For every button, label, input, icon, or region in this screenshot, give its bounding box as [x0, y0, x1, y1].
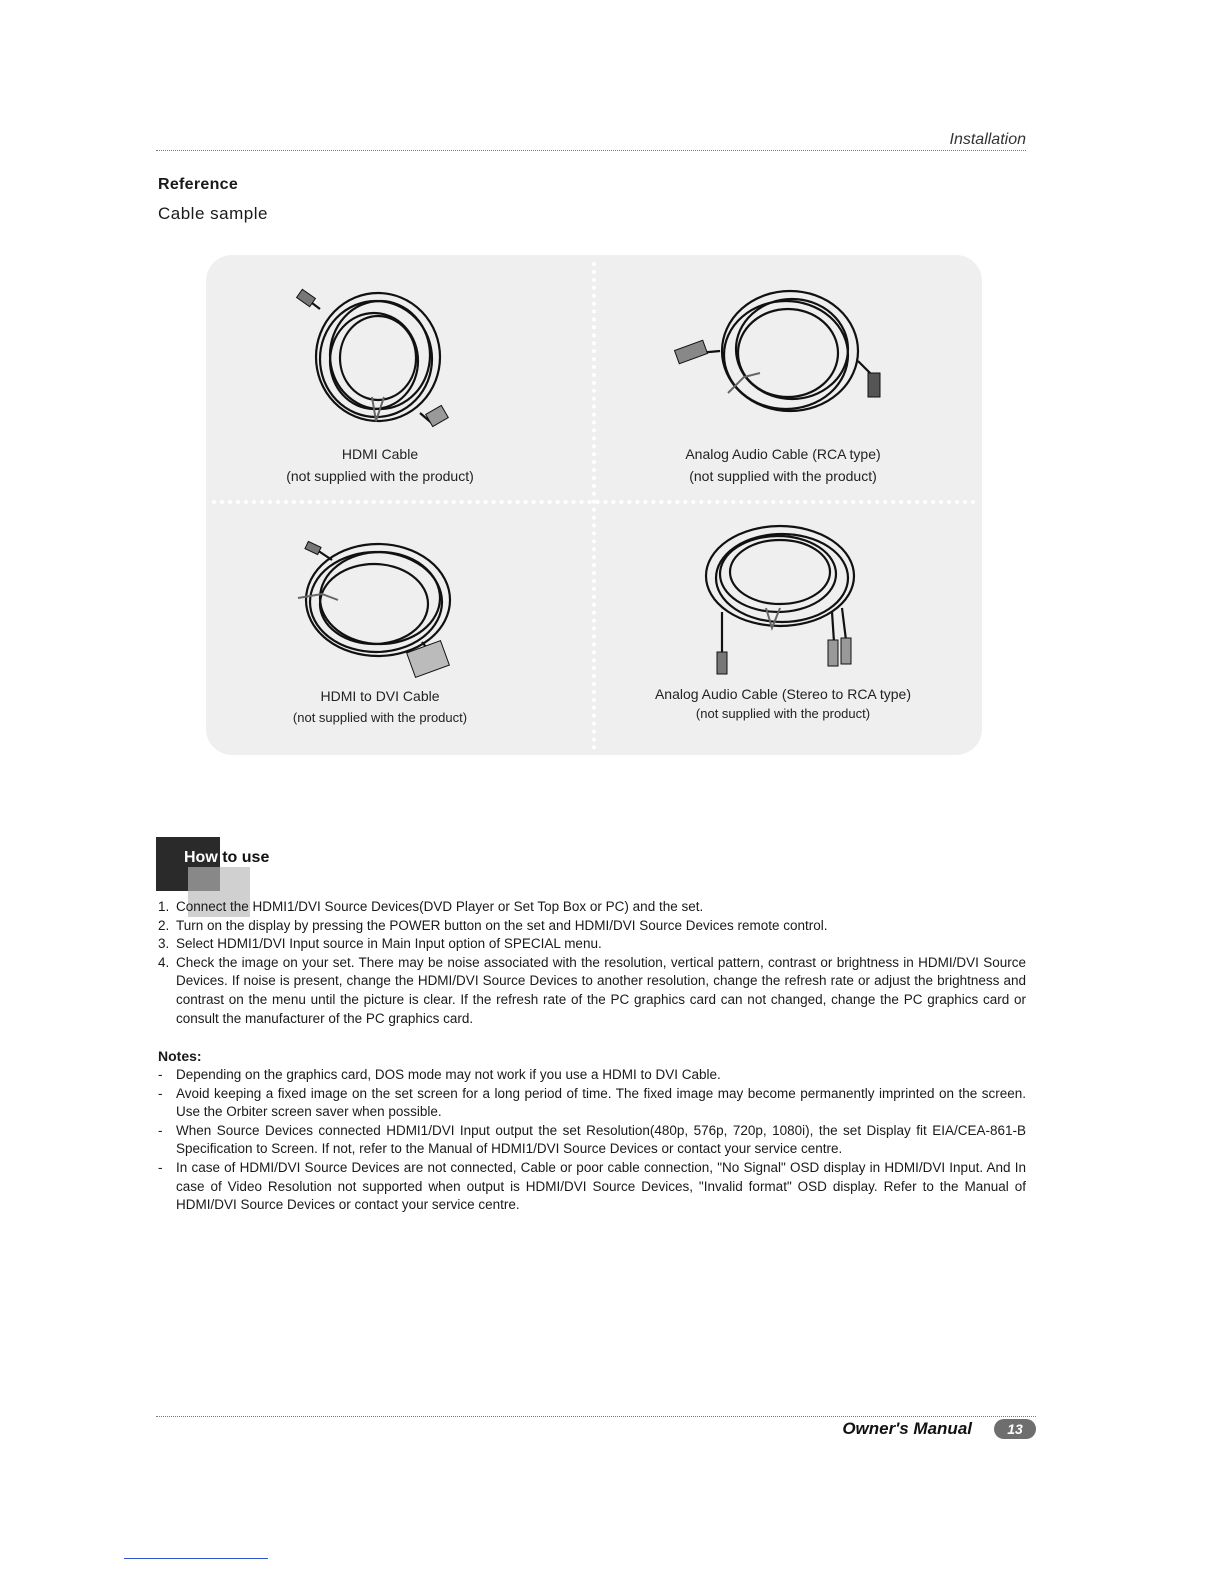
how-to-use-title-highlight: How: [184, 849, 218, 866]
list-item: [158, 1122, 1026, 1159]
notes-list: [158, 1066, 1026, 1215]
how-to-use-title-rest: to use: [217, 849, 270, 866]
section-header: Installation: [949, 131, 1026, 148]
list-item: [158, 1066, 1026, 1085]
note-text: When Source Devices connected HDMI1/DVI Input output the set Resolution(480p, 576p, 720p, 1080i), the set Display fit EIA/CEA-861-B Specification to Screen. If not, refer to the Manual of HDMI1/DVI Source Devices or contact your service centre.: [176, 1122, 1026, 1157]
cable-name: HDMI to DVI Cable: [320, 688, 440, 704]
step-number: 2.: [158, 917, 170, 933]
rca-audio-cable-icon: [672, 285, 902, 435]
reference-title: Reference: [158, 176, 239, 193]
notes-title: Notes:: [158, 1048, 202, 1064]
list-item: [158, 1085, 1026, 1122]
list-item: [158, 898, 1026, 917]
list-item: [158, 917, 1026, 936]
step-text: Select HDMI1/DVI Input source in Main Input option of SPECIAL menu.: [176, 936, 602, 952]
note-text: Depending on the graphics card, DOS mode may not work if you use a HDMI to DVI Cable.: [176, 1067, 721, 1082]
cable-caption-hdmi: [190, 443, 570, 487]
hdmi-to-dvi-cable-icon: [292, 538, 472, 688]
step-text: Check the image on your set. There may be noise associated with the resolution, vertical pattern, contrast or brightness in HDMI/DVI Source Devices. If noise is present, change the HDMI/DVI Source Devices to another resolution, change the refresh rate or adjust the brightness and contrast on the menu until the picture is clear. If the refresh rate of the PC graphics card can not changed, change the PC graphics card or consult the manufacturer of the PC graphics card.: [176, 954, 1026, 1026]
bottom-edge-line: [124, 1558, 268, 1559]
step-number: 4.: [158, 954, 170, 970]
step-text: Turn on the display by pressing the POWER button on the set and HDMI/DVI Source Devices remote control.: [176, 917, 828, 933]
note-bullet: -: [158, 1067, 163, 1082]
stereo-to-rca-cable-icon: [700, 522, 870, 682]
header-divider: [156, 150, 1026, 151]
how-to-use-mid-block: [188, 867, 220, 891]
cable-caption-rca: [593, 443, 973, 487]
list-item: [158, 1159, 1026, 1215]
cable-note: (not supplied with the product): [286, 468, 474, 484]
note-text: In case of HDMI/DVI Source Devices are not connected, Cable or poor cable connection, "No Signal" OSD display in HDMI/DVI Input. And In case of Video Resolution not supported when output is HDMI/DVI Source Devices, "Invalid format" OSD display. Refer to the Manual of HDMI/DVI Source Devices or contact your service centre.: [176, 1159, 1026, 1213]
cable-name: HDMI Cable: [341, 446, 419, 462]
cable-caption-stereo-rca: [593, 685, 973, 723]
note-bullet: -: [158, 1159, 163, 1175]
how-to-use-steps: [158, 898, 1026, 1028]
footer-title: Owner's Manual: [842, 1419, 972, 1438]
panel-horizontal-divider: [212, 500, 976, 504]
note-bullet: -: [158, 1122, 163, 1138]
panel-vertical-divider: [592, 262, 596, 750]
cable-name: Analog Audio Cable (Stereo to RCA type): [654, 686, 912, 702]
step-number: 3.: [158, 936, 170, 952]
step-text: Connect the HDMI1/DVI Source Devices(DVD Player or Set Top Box or PC) and the set.: [176, 899, 704, 914]
note-text: Avoid keeping a fixed image on the set screen for a long period of time. The fixed image may become permanently imprinted on the screen. Use the Orbiter screen saver when possible.: [176, 1085, 1026, 1120]
how-to-use-title: [184, 849, 269, 867]
hdmi-cable-icon: [290, 285, 470, 435]
cable-caption-hdmi-dvi: [190, 685, 570, 729]
cable-note: (not supplied with the product): [292, 710, 468, 725]
footer-divider: [156, 1416, 1036, 1417]
page-number-badge: 13: [994, 1419, 1036, 1439]
step-number: 1.: [158, 899, 170, 914]
cable-note: (not supplied with the product): [695, 706, 871, 721]
note-bullet: -: [158, 1085, 163, 1101]
list-item: [158, 935, 1026, 954]
reference-subtitle: Cable sample: [158, 204, 268, 223]
cable-name: Analog Audio Cable (RCA type): [685, 446, 881, 462]
list-item: [158, 954, 1026, 1028]
cable-note: (not supplied with the product): [689, 468, 877, 484]
